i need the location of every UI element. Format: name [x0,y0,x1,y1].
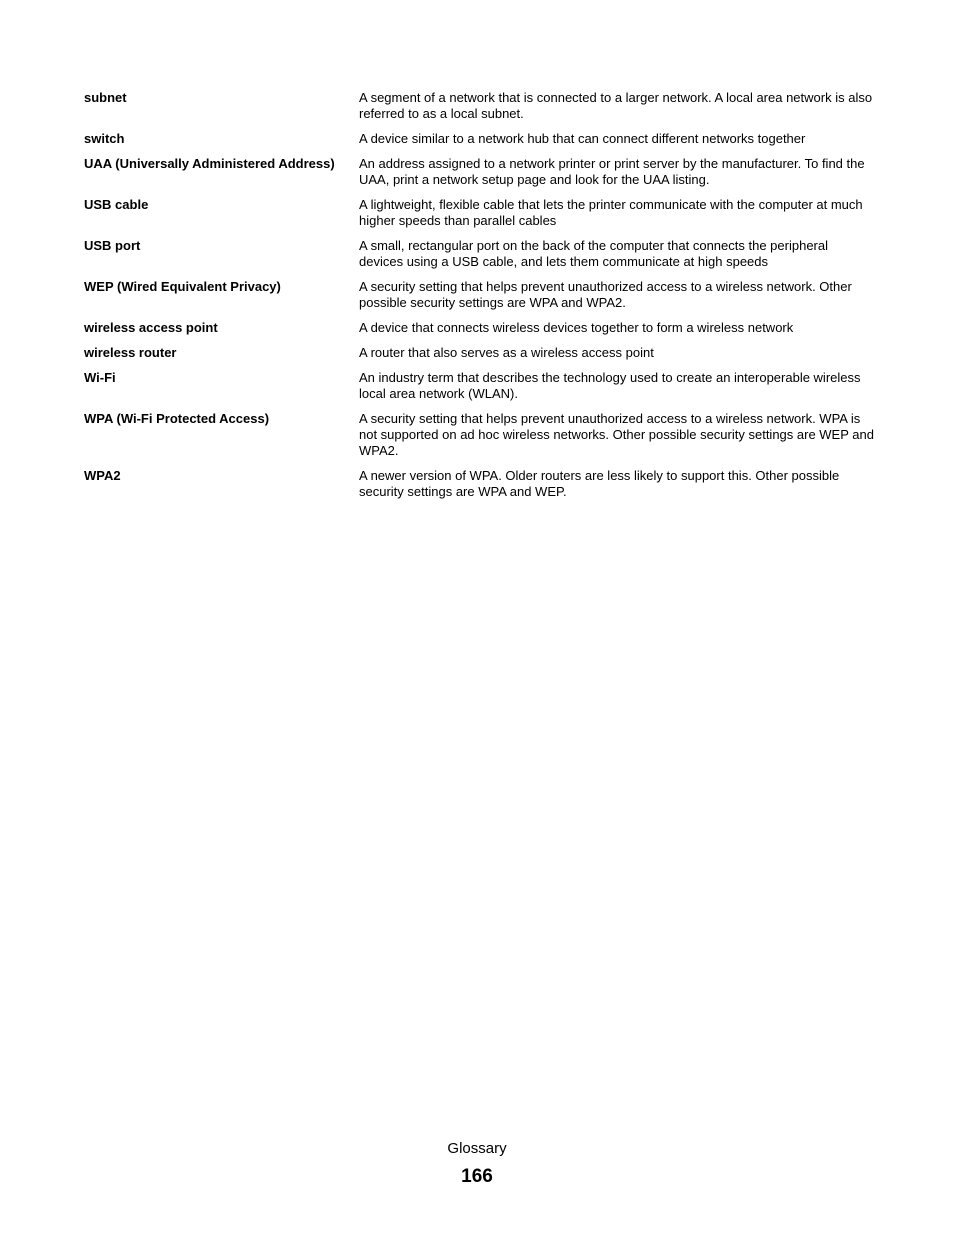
glossary-definition: A device that connects wireless devices together to form a wireless network [359,320,794,335]
glossary-term: WEP (Wired Equivalent Privacy) [84,279,281,294]
glossary-term: wireless router [84,345,177,360]
glossary-definition: A newer version of WPA. Older routers are less likely to support this. Other possible security settings are WPA and WEP. [359,468,840,499]
glossary-definition: A segment of a network that is connected to a larger network. A local area network is also referred to as a local subnet. [359,90,873,121]
glossary-definition: An address assigned to a network printer or print server by the manufacturer. To find the UAA, print a network setup page and look for the UAA listing. [359,156,865,187]
glossary-entry-wpa2 [84,468,874,500]
glossary-entry-wireless-router [84,345,874,361]
glossary-definition: An industry term that describes the technology used to create an interoperable wireless local area network (WLAN). [359,370,861,401]
glossary-term: WPA (Wi-Fi Protected Access) [84,411,270,426]
glossary-definition: A security setting that helps prevent unauthorized access to a wireless network. Other possible security settings are WPA and WPA2. [359,279,852,310]
glossary-definition: A small, rectangular port on the back of the computer that connects the peripheral devices using a USB cable, and lets them communicate at high speeds [359,238,828,269]
page-number: 166 [461,1166,493,1187]
glossary-definition: A security setting that helps prevent unauthorized access to a wireless network. WPA is not supported on ad hoc wireless networks. Other possible security settings are WEP and WPA2. [359,411,874,458]
glossary-definition: A lightweight, flexible cable that lets the printer communicate with the computer at much higher speeds than parallel cables [359,197,863,228]
glossary-term: WPA2 [84,468,121,483]
glossary-term: USB port [84,238,141,253]
glossary-term: Wi-Fi [84,370,116,385]
glossary-entry-wi-fi [84,370,874,402]
glossary-definition: A router that also serves as a wireless access point [359,345,654,360]
glossary-entry-subnet [84,90,874,122]
glossary-entry-switch [84,131,874,147]
glossary-term: switch [84,131,125,146]
glossary-entry-usb-port [84,238,874,270]
glossary-entry-wep [84,279,874,311]
glossary-term: USB cable [84,197,149,212]
glossary-list [84,90,874,509]
footer-section-title: Glossary [447,1140,507,1157]
glossary-entry-wireless-access-point [84,320,874,336]
glossary-term: UAA (Universally Administered Address) [84,156,335,171]
glossary-term: subnet [84,90,127,105]
glossary-term: wireless access point [84,320,218,335]
glossary-entry-uaa [84,156,874,188]
glossary-entry-usb-cable [84,197,874,229]
glossary-entry-wpa [84,411,874,459]
glossary-definition: A device similar to a network hub that can connect different networks together [359,131,806,146]
